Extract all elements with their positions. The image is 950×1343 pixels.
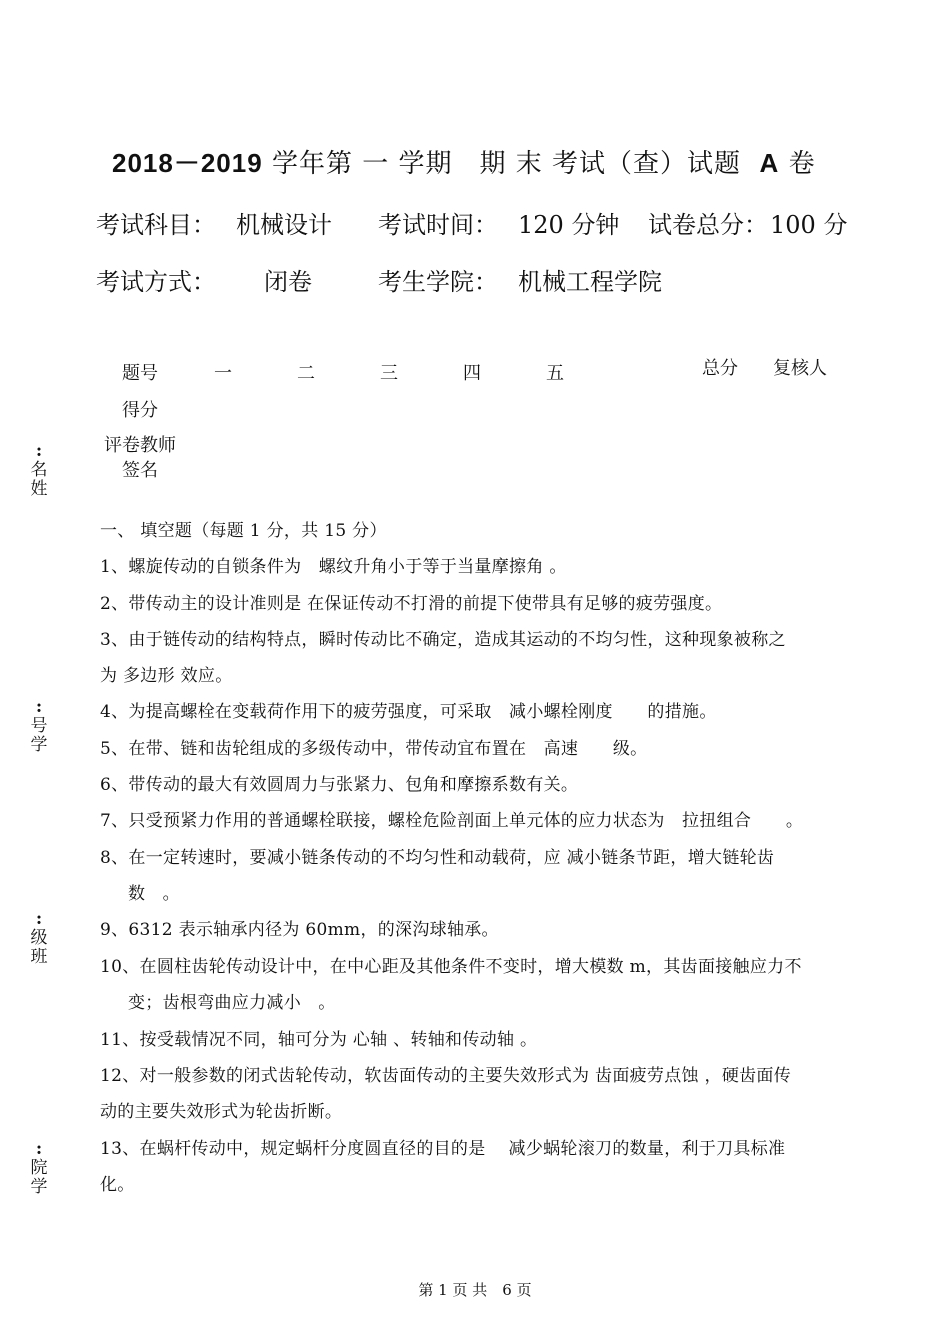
column-4: 四 [463, 363, 481, 384]
column-1: 一 [214, 363, 232, 384]
question-4: 4、为提高螺栓在变载荷作用下的疲劳强度，可采取 减小螺栓刚度 的措施。 [100, 702, 717, 722]
question-2: 2、带传动主的设计准则是 在保证传动不打滑的前提下使带具有足够的疲劳强度。 [100, 594, 723, 614]
question-6: 6、带传动的最大有效圆周力与张紧力、包角和摩擦系数有关。 [100, 775, 579, 795]
college-label: 考生学院： [378, 268, 498, 296]
side-colon: : [35, 1139, 43, 1159]
side-char: 名 [30, 460, 48, 480]
question-8: 8、在一定转速时，要减小链条传动的不均匀性和动载荷，应 减小链条节距，增大链轮齿 [100, 848, 775, 868]
question-1: 1、螺旋传动的自锁条件为 螺纹升角小于等于当量摩擦角 。 [100, 557, 567, 577]
question-10: 10、在圆柱齿轮传动设计中，在中心距及其他条件不变时，增大模数 m，其齿面接触应力不 [100, 957, 802, 977]
exam-info-line-2 [96, 262, 662, 297]
question-13: 13、在蜗杆传动中，规定蜗杆分度圆直径的目的是 减少蜗轮滚刀的数量，利于刀具标准 [100, 1139, 786, 1159]
side-char: 级 [30, 928, 48, 948]
side-char: 学 [30, 735, 48, 755]
college-value: 机械工程学院 [518, 268, 662, 296]
question-12-cont: 动的主要失效形式为轮齿折断。 [100, 1102, 343, 1122]
side-label-college [28, 1140, 50, 1197]
column-3: 三 [380, 363, 398, 384]
question-5: 5、在带、链和齿轮组成的多级传动中，带传动宜布置在 高速 级。 [100, 739, 648, 759]
question-7: 7、只受预紧力作用的普通螺栓联接，螺栓危险剖面上单元体的应力状态为 拉扭组合 。 [100, 811, 804, 831]
section-title: 一、 填空题（每题 1 分，共 15 分） [100, 521, 387, 541]
side-colon: : [35, 909, 43, 929]
grader-label: 评卷教师 [104, 435, 176, 456]
signature-label: 签名 [122, 460, 158, 481]
total-value: 100 分 [770, 211, 848, 239]
column-2: 二 [297, 363, 315, 384]
total-score-header: 总分 [702, 358, 738, 379]
question-11: 11、按受载情况不同，轴可分为 心轴 、转轴和传动轴 。 [100, 1030, 538, 1050]
time-label: 考试时间： [378, 211, 498, 239]
question-number-header: 题号 [122, 363, 158, 384]
question-12: 12、对一般参数的闭式齿轮传动，软齿面传动的主要失效形式为 齿面疲劳点蚀 ，硬齿面传 [100, 1066, 792, 1086]
method-label: 考试方式： [96, 268, 216, 296]
side-label-name [28, 442, 50, 499]
side-char: 班 [30, 947, 48, 967]
question-9: 9、6312 表示轴承内径为 60mm，的深沟球轴承。 [100, 920, 499, 940]
question-3: 3、由于链传动的结构特点，瞬时传动比不确定，造成其运动的不均匀性，这种现象被称之 [100, 630, 786, 650]
time-value: 120 分钟 [518, 211, 620, 239]
score-label: 得分 [122, 400, 158, 421]
question-13-cont: 化。 [100, 1175, 135, 1195]
question-10-cont: 变；齿根弯曲应力减小 。 [128, 993, 336, 1013]
page-number: 第 1 页 共 6 页 [418, 1281, 532, 1299]
side-label-student-id [28, 698, 50, 755]
exam-title [112, 143, 816, 180]
side-char: 学 [30, 1177, 48, 1197]
side-label-class [28, 910, 50, 967]
side-char: 院 [30, 1158, 48, 1178]
exam-year: 2018－2019 [112, 148, 263, 178]
subject-label: 考试科目： [96, 211, 216, 239]
side-colon: : [35, 441, 43, 461]
side-char: 号 [30, 716, 48, 736]
paper-suffix: 卷 [788, 149, 816, 179]
paper-label: A [759, 148, 780, 178]
subject-value: 机械设计 [236, 211, 332, 239]
method-value: 闭卷 [264, 268, 312, 296]
exam-info-line-1 [96, 205, 847, 240]
question-3-cont: 为 多边形 效应。 [100, 666, 233, 686]
question-8-cont: 数 。 [128, 884, 180, 904]
exam-term: 学年第 一 学期 期 末 考试（查）试题 [271, 149, 742, 179]
side-char: 姓 [30, 479, 48, 499]
reviewer-header: 复核人 [773, 358, 827, 379]
side-colon: : [35, 697, 43, 717]
total-label: 试卷总分： [648, 211, 768, 239]
column-5: 五 [546, 363, 564, 384]
